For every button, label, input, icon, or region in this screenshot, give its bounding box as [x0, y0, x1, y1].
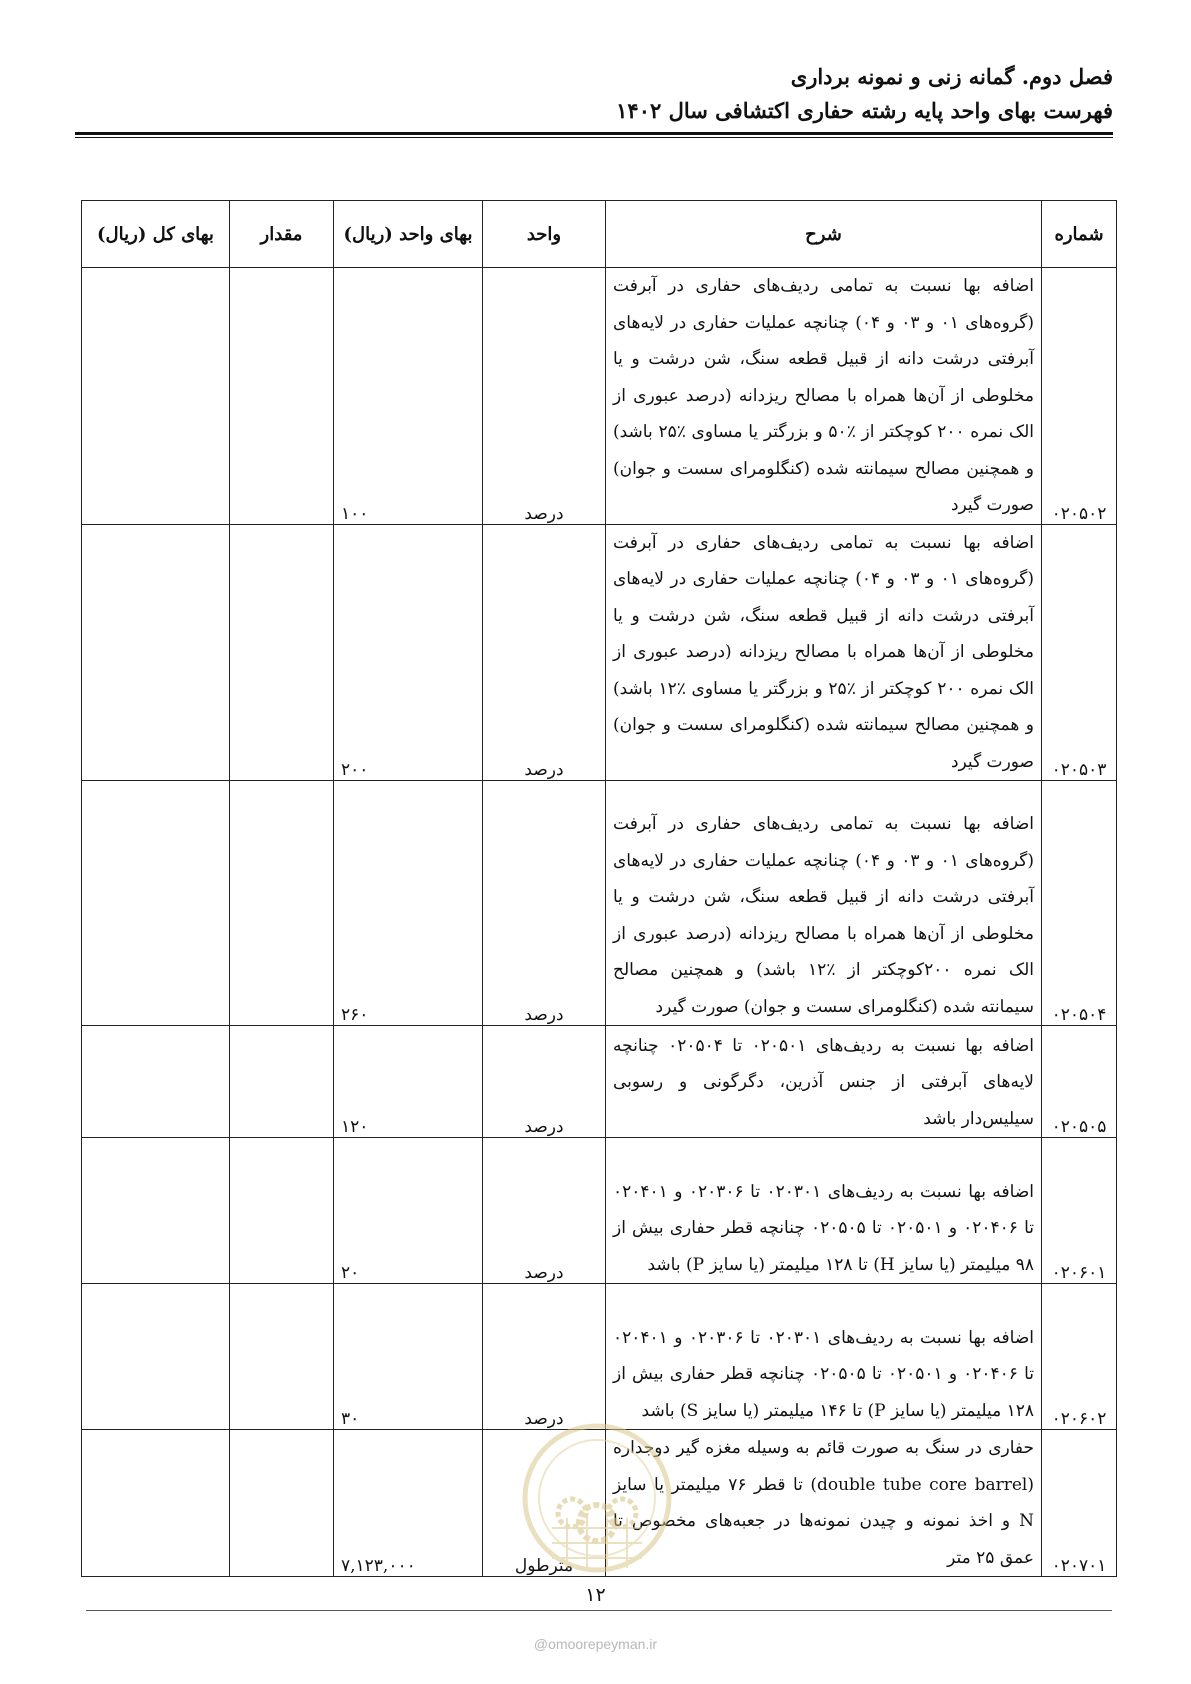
price-list-table: [81, 200, 1117, 1577]
table-row: [82, 1138, 1117, 1284]
row-unit-price: ۲۰۰: [334, 524, 483, 781]
row-description: اضافه بها نسبت به ردیف‌های ۰۲۰۳۰۱ تا ۰۲۰۳۰۶ و ۰۲۰۴۰۱ تا ۰۲۰۴۰۶ و ۰۲۰۵۰۱ تا ۰۲۰۵۰۵ چنانچه قطر حفاری بیش از ۱۲۸ میلیمتر (یا سایز P) تا ۱۴۶ میلیمتر (یا سایز S) باشد: [606, 1284, 1042, 1430]
row-total: [82, 524, 230, 781]
row-unit-price: ۱۲۰: [334, 1026, 483, 1138]
row-unit-price: ۱۰۰: [334, 268, 483, 525]
site-watermark: @omoorepeyman.ir: [533, 1636, 658, 1652]
row-unit-price: ۲۰: [334, 1138, 483, 1284]
page-number: ۱۲: [585, 1584, 606, 1606]
row-total: [82, 1026, 230, 1138]
row-total: [82, 781, 230, 1026]
row-code: ۰۲۰۶۰۱: [1042, 1138, 1117, 1284]
col-header-code: شماره: [1042, 201, 1117, 268]
row-unit: درصد: [483, 268, 606, 525]
col-header-unit: واحد: [483, 201, 606, 268]
footer-rule: [86, 1610, 1112, 1611]
table-row: [82, 1430, 1117, 1577]
row-unit: مترطول: [483, 1430, 606, 1577]
col-header-total: بهای کل (ریال): [82, 201, 230, 268]
col-header-unit-price: بهای واحد (ریال): [334, 201, 483, 268]
row-quantity: [230, 1138, 334, 1284]
row-description: اضافه بها نسبت به تمامی ردیف‌های حفاری در آبرفت (گروه‌های ۰۱ و ۰۳ و ۰۴) چنانچه عملیات حفاری در لایه‌های آبرفتی درشت دانه از قبیل قطعه سنگ، شن درشت و یا مخلوطی از آن‌ها همراه با مصالح ریزدانه (درصد عبوری از الک نمره ۲۰۰ کوچکتر از ٪۲۵ و بزرگتر یا مساوی ٪۱۲ باشد) و همچنین مصالح سیمانته شده (کنگلومرای سست و جوان) صورت گیرد: [606, 524, 1042, 781]
row-code: ۰۲۰۷۰۱: [1042, 1430, 1117, 1577]
document-title: فهرست بهای واحد پایه رشته حفاری اکتشافی سال ۱۴۰۲: [616, 98, 1113, 123]
row-total: [82, 268, 230, 525]
row-unit-price: ۳۰: [334, 1284, 483, 1430]
row-code: ۰۲۰۵۰۴: [1042, 781, 1117, 1026]
header-rule-thick: [75, 132, 1113, 135]
row-unit: درصد: [483, 1138, 606, 1284]
row-code: ۰۲۰۵۰۵: [1042, 1026, 1117, 1138]
row-total: [82, 1284, 230, 1430]
table-row: [82, 1284, 1117, 1430]
row-code: ۰۲۰۵۰۳: [1042, 524, 1117, 781]
row-total: [82, 1138, 230, 1284]
chapter-title: فصل دوم. گمانه زنی و نمونه برداری: [790, 64, 1113, 89]
row-quantity: [230, 268, 334, 525]
table-row: [82, 524, 1117, 781]
header-rule-thin: [75, 137, 1113, 138]
table-row: [82, 1026, 1117, 1138]
row-quantity: [230, 1026, 334, 1138]
row-unit-price: ۲۶۰: [334, 781, 483, 1026]
row-quantity: [230, 781, 334, 1026]
table-header-row: [82, 201, 1117, 268]
table-row: [82, 268, 1117, 525]
table-row: [82, 781, 1117, 1026]
row-description: اضافه بها نسبت به تمامی ردیف‌های حفاری در آبرفت (گروه‌های ۰۱ و ۰۳ و ۰۴) چنانچه عملیات حفاری در لایه‌های آبرفتی درشت دانه از قبیل قطعه سنگ، شن درشت و یا مخلوطی از آن‌ها همراه با مصالح ریزدانه (درصد عبوری از الک نمره ۲۰۰ کوچکتر از ٪۵۰ و بزرگتر یا مساوی ٪۲۵ باشد) و همچنین مصالح سیمانته شده (کنگلومرای سست و جوان) صورت گیرد: [606, 268, 1042, 525]
col-header-description: شرح: [606, 201, 1042, 268]
row-unit: درصد: [483, 1284, 606, 1430]
row-unit: درصد: [483, 524, 606, 781]
row-description: حفاری در سنگ به صورت قائم به وسیله مغزه گیر دوجداره (double tube core barrel) تا قطر ۷۶ میلیمتر یا سایز N و اخذ نمونه و چیدن نمونه‌ها در جعبه‌های مخصوص تا عمق ۲۵ متر: [606, 1430, 1042, 1577]
row-description: اضافه بها نسبت به تمامی ردیف‌های حفاری در آبرفت (گروه‌های ۰۱ و ۰۳ و ۰۴) چنانچه عملیات حفاری در لایه‌های آبرفتی درشت دانه از قبیل قطعه سنگ، شن درشت و یا مخلوطی از آن‌ها همراه با مصالح ریزدانه (درصد عبوری از الک نمره ۲۰۰کوچکتر از ٪۱۲ باشد) و همچنین مصالح سیمانته شده (کنگلومرای سست و جوان) صورت گیرد: [606, 781, 1042, 1026]
row-description: اضافه بها نسبت به ردیف‌های ۰۲۰۵۰۱ تا ۰۲۰۵۰۴ چنانچه لایه‌های آبرفتی از جنس آذرین، دگرگونی و رسوبی سیلیس‌دار باشد: [606, 1026, 1042, 1138]
row-code: ۰۲۰۶۰۲: [1042, 1284, 1117, 1430]
page-header: [616, 60, 1113, 128]
row-total: [82, 1430, 230, 1577]
row-unit-price: ۷,۱۲۳,۰۰۰: [334, 1430, 483, 1577]
row-quantity: [230, 524, 334, 781]
row-unit: درصد: [483, 781, 606, 1026]
row-quantity: [230, 1430, 334, 1577]
row-code: ۰۲۰۵۰۲: [1042, 268, 1117, 525]
row-quantity: [230, 1284, 334, 1430]
row-unit: درصد: [483, 1026, 606, 1138]
row-description: اضافه بها نسبت به ردیف‌های ۰۲۰۳۰۱ تا ۰۲۰۳۰۶ و ۰۲۰۴۰۱ تا ۰۲۰۴۰۶ و ۰۲۰۵۰۱ تا ۰۲۰۵۰۵ چنانچه قطر حفاری بیش از ۹۸ میلیمتر (یا سایز H) تا ۱۲۸ میلیمتر (یا سایز P) باشد: [606, 1138, 1042, 1284]
col-header-quantity: مقدار: [230, 201, 334, 268]
